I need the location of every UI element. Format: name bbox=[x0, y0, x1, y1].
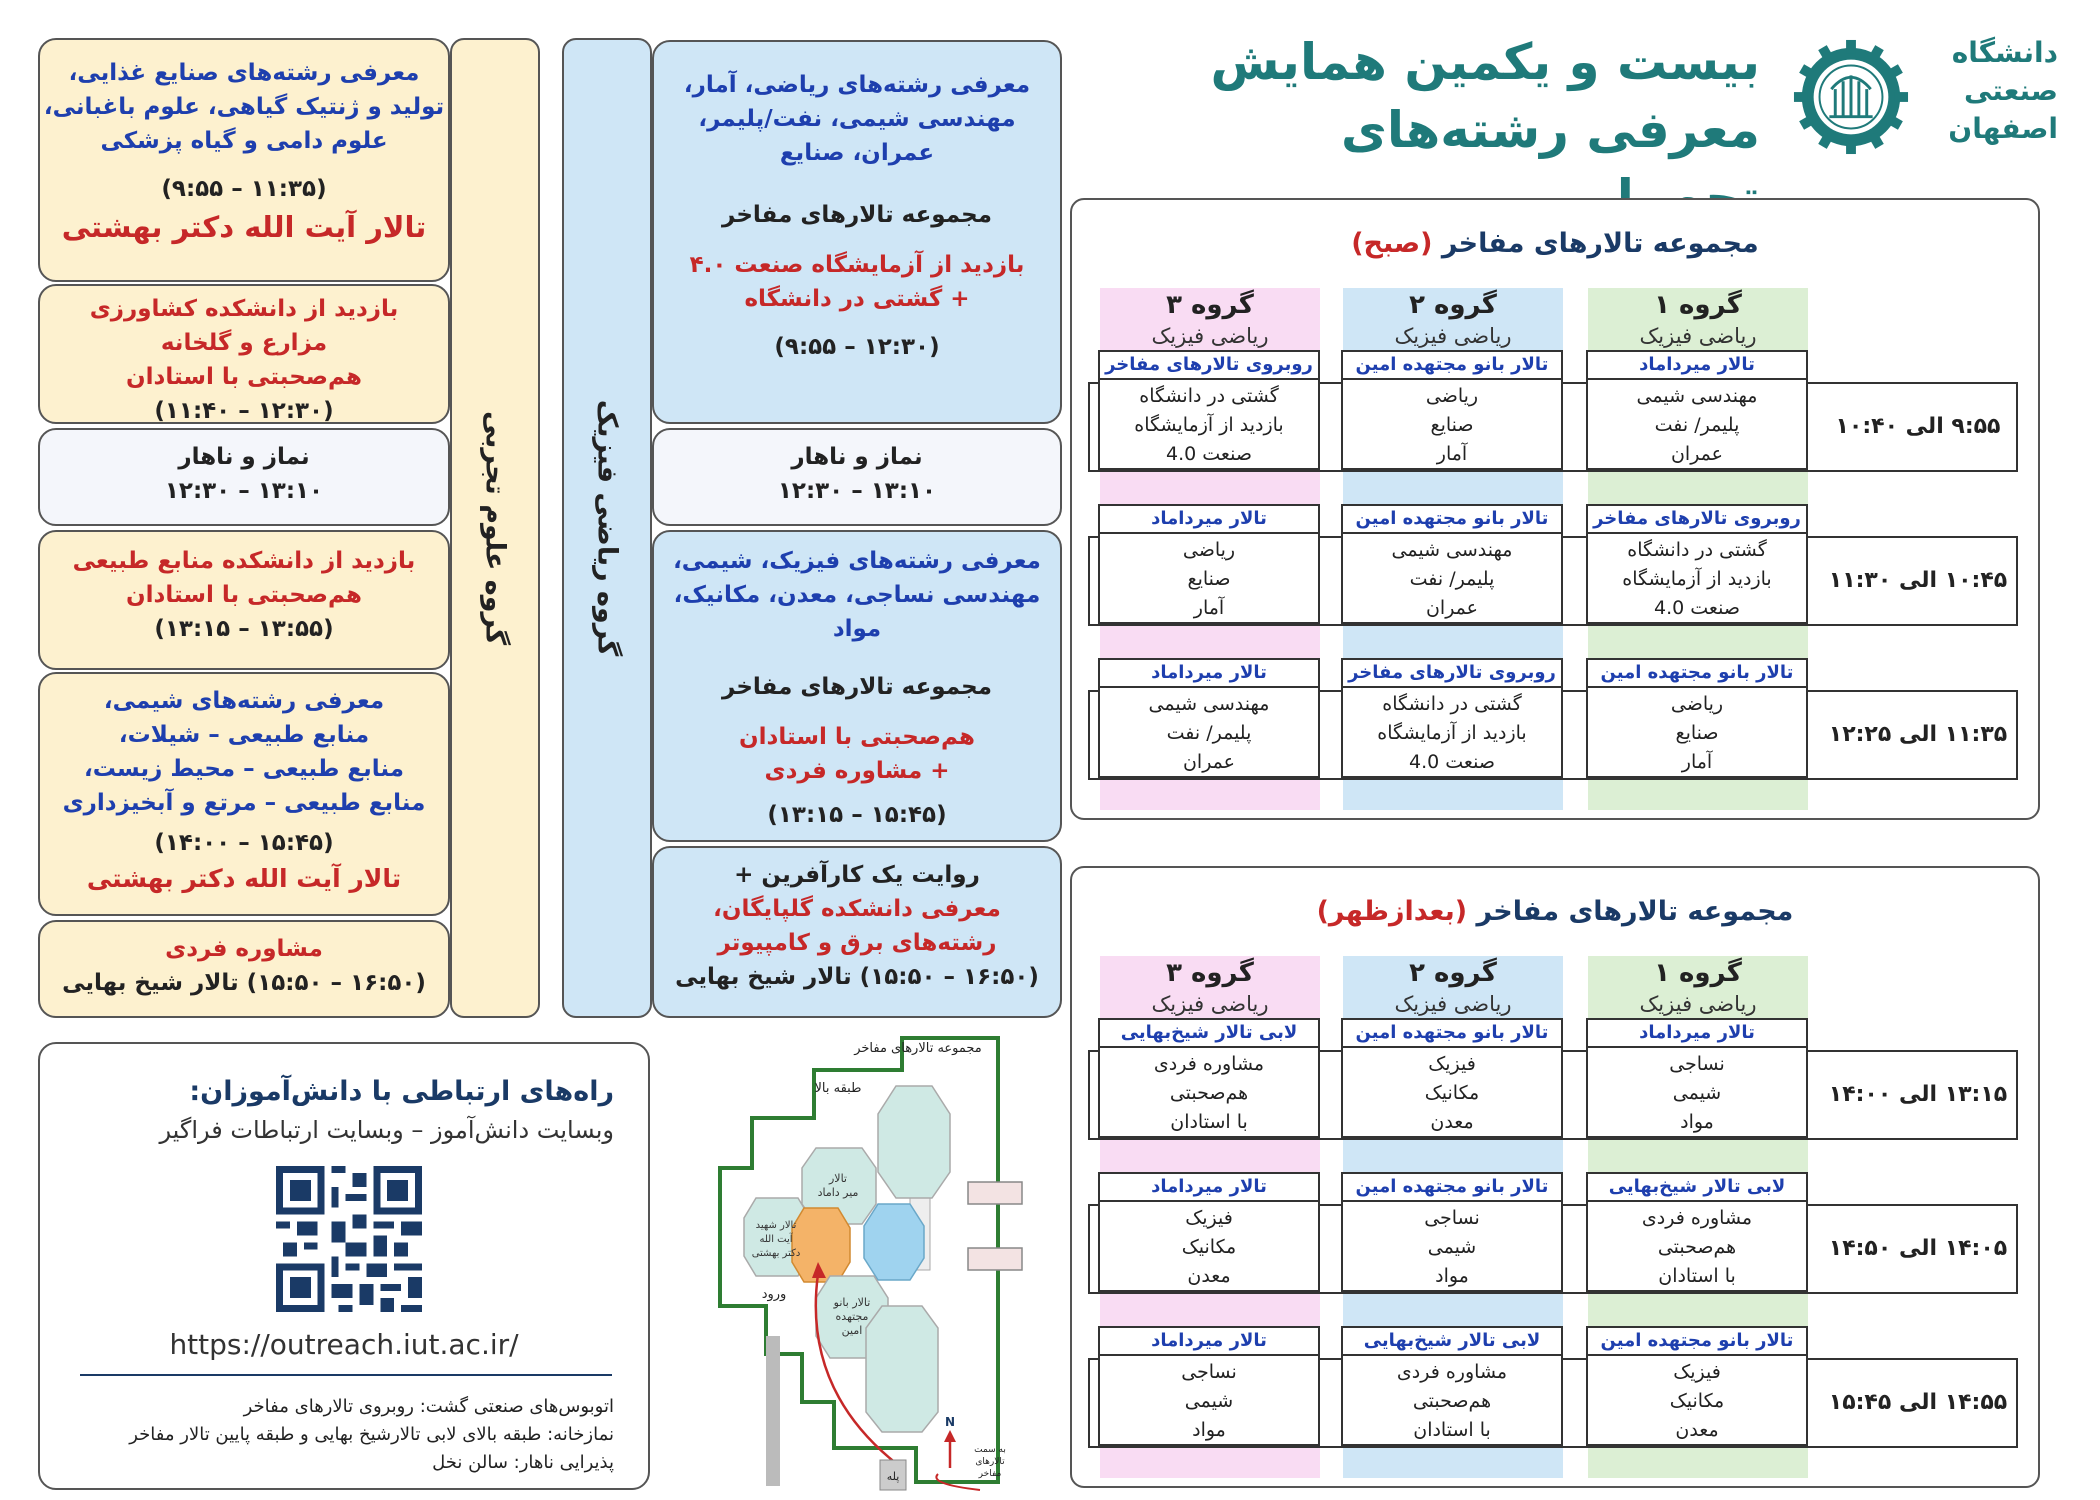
math-block-afternoon bbox=[652, 530, 1062, 842]
block-line: رشته‌های برق و کامپیوتر bbox=[717, 930, 997, 956]
cell-hall: روبروی تالارهای مفاخر bbox=[1341, 658, 1563, 688]
outreach-url-link[interactable]: https://outreach.iut.ac.ir/ bbox=[169, 1328, 519, 1361]
map-label: تالار bbox=[829, 1172, 847, 1185]
bio-block-natural-resources-visit bbox=[38, 530, 450, 670]
map-label: میر داماد bbox=[817, 1186, 859, 1199]
block-title: بازدید از دانشکده منابع طبیعی bbox=[72, 548, 416, 574]
cell-line: پلیمر/ نفت bbox=[1654, 414, 1740, 436]
cell-line: نساجی bbox=[1424, 1207, 1480, 1229]
cell-line: شیمی bbox=[1427, 1236, 1477, 1258]
block-line: معرفی رشته‌های ریاضی، آمار، bbox=[683, 72, 1031, 98]
bio-block-lunch bbox=[38, 428, 450, 526]
cell-line: مشاوره فردی bbox=[1396, 1361, 1508, 1383]
contact-note: اتوبوس‌های صنعتی گشت: روبروی تالارهای مفاخر bbox=[243, 1396, 614, 1417]
group-sub: ریاضی فیزیک bbox=[1639, 324, 1757, 348]
cell-hall: تالار میرداماد bbox=[1098, 1326, 1320, 1356]
block-activity: هم‌صحبتی با استادان bbox=[739, 724, 975, 750]
block-line: مهندسی شیمی، نفت/پلیمر، bbox=[698, 106, 1016, 132]
block-activity: + مشاوره فردی bbox=[764, 758, 950, 784]
block-sub: هم‌صحبتی با استادان bbox=[126, 364, 362, 390]
cell-line: معدن bbox=[1430, 1111, 1474, 1133]
math-block-lunch bbox=[652, 428, 1062, 526]
cell-line: صنایع bbox=[1675, 722, 1719, 744]
map-label: امین bbox=[841, 1324, 863, 1337]
schedule-cell bbox=[1098, 504, 1320, 624]
afternoon-panel-title bbox=[1072, 896, 2038, 927]
experimental-sciences-group-strip bbox=[450, 38, 540, 1018]
map-label: مجتهده bbox=[835, 1310, 869, 1323]
conference-title-line2: معرفی رشته‌های bbox=[1341, 101, 1760, 159]
university-name bbox=[1918, 34, 2058, 148]
cell-line: مکانیک bbox=[1424, 1082, 1480, 1104]
panel-title-main: مجموعه تالارهای مفاخر bbox=[1441, 228, 1759, 259]
bio-block-counseling bbox=[38, 920, 450, 1018]
cell-hall: تالار میرداماد bbox=[1098, 1172, 1320, 1202]
cell-lines bbox=[1341, 1356, 1563, 1446]
block-time: ۱۳:۱۰ – ۱۲:۳۰ bbox=[777, 478, 937, 504]
cell-line: آمار bbox=[1193, 597, 1225, 619]
cell-line: مهندسی شیمی bbox=[1148, 693, 1270, 715]
schedule-slot bbox=[1088, 1172, 2018, 1287]
cell-lines bbox=[1586, 534, 1808, 624]
cell-hall: تالار بانو مجتهده امین bbox=[1341, 1018, 1563, 1048]
block-line: عمران، صنایع bbox=[779, 140, 935, 166]
block-line: معرفی رشته‌های شیمی، bbox=[103, 688, 385, 714]
map-direction-label: مفاخر bbox=[978, 1469, 1002, 1479]
cell-hall: تالار بانو مجتهده امین bbox=[1341, 1172, 1563, 1202]
cell-lines bbox=[1098, 380, 1320, 470]
schedule-slot bbox=[1088, 658, 2018, 773]
block-title: مشاوره فردی bbox=[165, 936, 323, 962]
cell-line: نساجی bbox=[1181, 1361, 1237, 1383]
math-block-entrepreneur bbox=[652, 846, 1062, 1018]
cell-line: شیمی bbox=[1672, 1082, 1722, 1104]
venue-map-svg bbox=[706, 1036, 1026, 1492]
cell-line: ریاضی bbox=[1425, 385, 1479, 407]
map-corridor bbox=[968, 1248, 1022, 1270]
block-title: نماز و ناهار bbox=[791, 444, 923, 470]
cell-lines bbox=[1098, 1202, 1320, 1292]
cell-lines bbox=[1586, 380, 1808, 470]
map-title: مجموعه تالارهای مفاخر bbox=[854, 1041, 982, 1056]
group-label: گروه ۳ bbox=[1166, 958, 1254, 988]
cell-lines bbox=[1341, 688, 1563, 778]
qr-code-icon[interactable] bbox=[276, 1166, 422, 1312]
bio-block-agriculture-visit bbox=[38, 284, 450, 424]
cell-line: هم‌صحبتی bbox=[1412, 1390, 1492, 1412]
cell-line: مهندسی شیمی bbox=[1636, 385, 1758, 407]
cell-line: بازدید از آزمایشگاه bbox=[1134, 414, 1284, 436]
cell-line: معدن bbox=[1187, 1265, 1231, 1287]
cell-line: مواد bbox=[1680, 1111, 1714, 1133]
block-venue: مجموعه تالارهای مفاخر bbox=[722, 674, 992, 700]
cell-lines bbox=[1586, 688, 1808, 778]
schedule-cell bbox=[1341, 1172, 1563, 1292]
schedule-slot bbox=[1088, 350, 2018, 465]
schedule-cell bbox=[1586, 658, 1808, 778]
block-time: (۱۶:۵۰ – ۱۵:۵۰) تالار شیخ بهایی bbox=[62, 970, 426, 996]
map-label: آیت الله bbox=[759, 1234, 793, 1245]
cell-line: صنایع bbox=[1187, 568, 1231, 590]
math-physics-group-strip bbox=[562, 38, 652, 1018]
slot-time: ۱۳:۱۵ الی ۱۴:۰۰ bbox=[1828, 1082, 2008, 1107]
cell-line: آمار bbox=[1436, 443, 1468, 465]
block-line: مهندسی نساجی، معدن، مکانیک، مواد bbox=[673, 582, 1041, 642]
schedule-cell bbox=[1586, 350, 1808, 470]
slot-time: ۱۴:۰۵ الی ۱۴:۵۰ bbox=[1828, 1236, 2008, 1261]
map-stairs-label: پله bbox=[886, 1470, 900, 1483]
block-line: روایت یک کارآفرین + bbox=[734, 862, 980, 888]
cell-hall: تالار میرداماد bbox=[1098, 504, 1320, 534]
cell-hall: روبروی تالارهای مفاخر bbox=[1586, 504, 1808, 534]
cell-hall: تالار بانو مجتهده امین bbox=[1341, 504, 1563, 534]
block-activity: بازدید از آزمایشگاه صنعت ۴.۰ bbox=[689, 252, 1025, 278]
cell-hall: لابی تالار شیخ‌بهایی bbox=[1341, 1326, 1563, 1356]
map-label: دکتر بهشتی bbox=[751, 1248, 801, 1259]
block-line: منابع طبیعی – محیط زیست، bbox=[83, 756, 405, 782]
block-line: تولید و ژنتیک گیاهی، علوم باغبانی، bbox=[43, 94, 445, 120]
block-line: معرفی رشته‌های صنایع غذایی، bbox=[68, 60, 420, 86]
cell-line: مکانیک bbox=[1669, 1390, 1725, 1412]
schedule-slot bbox=[1088, 504, 2018, 619]
block-venue: مجموعه تالارهای مفاخر bbox=[722, 202, 992, 228]
schedule-cell bbox=[1341, 504, 1563, 624]
cell-line: مشاوره فردی bbox=[1641, 1207, 1753, 1229]
block-line: بازدید از دانشکده کشاورزی bbox=[89, 296, 399, 322]
university-line: اصفهان bbox=[1948, 112, 2058, 145]
map-direction-label: به سمت bbox=[974, 1445, 1006, 1455]
venue-map bbox=[706, 1036, 1026, 1492]
cell-line: معدن bbox=[1675, 1419, 1719, 1441]
schedule-cell bbox=[1341, 350, 1563, 470]
schedule-cell bbox=[1098, 658, 1320, 778]
cell-hall: لابی تالار شیخ‌بهایی bbox=[1586, 1172, 1808, 1202]
cell-lines bbox=[1098, 688, 1320, 778]
block-activity: + گشتی در دانشگاه bbox=[744, 286, 970, 312]
math-block-intro bbox=[652, 40, 1062, 424]
block-time: (۱۱:۳۵ – ۹:۵۵) bbox=[161, 176, 327, 202]
cell-line: شیمی bbox=[1184, 1390, 1234, 1412]
block-line: منابع طبیعی – مرتع و آبخیزداری bbox=[62, 790, 426, 816]
cell-line: صنعت 4.0 bbox=[1166, 443, 1252, 465]
map-label: تالار بانو bbox=[833, 1296, 871, 1309]
contact-note: پذیرایی ناهار: سالن نخل bbox=[432, 1452, 614, 1473]
schedule-cell bbox=[1341, 658, 1563, 778]
cell-lines bbox=[1341, 534, 1563, 624]
bio-block-intro bbox=[38, 38, 450, 282]
group-sub: ریاضی فیزیک bbox=[1394, 992, 1512, 1016]
block-time: (۱۵:۴۵ – ۱۴:۰۰) bbox=[154, 830, 334, 856]
group-label: گروه ۱ bbox=[1654, 958, 1742, 988]
map-hall bbox=[866, 1306, 938, 1432]
map-floor-label: طبقه بالا bbox=[814, 1081, 862, 1096]
cell-hall: تالار بانو مجتهده امین bbox=[1586, 658, 1808, 688]
cell-line: گشتی در دانشگاه bbox=[1382, 693, 1522, 715]
map-corridor bbox=[766, 1336, 780, 1486]
block-time: (۱۵:۴۵ – ۱۳:۱۵) bbox=[767, 802, 947, 828]
cell-hall: تالار میرداماد bbox=[1098, 658, 1320, 688]
slot-time: ۱۴:۵۵ الی ۱۵:۴۵ bbox=[1828, 1390, 2008, 1415]
schedule-cell bbox=[1098, 1172, 1320, 1292]
cell-line: پلیمر/ نفت bbox=[1409, 568, 1495, 590]
cell-line: نساجی bbox=[1669, 1053, 1725, 1075]
group-sub: ریاضی فیزیک bbox=[1151, 992, 1269, 1016]
schedule-cell bbox=[1098, 350, 1320, 470]
cell-line: فیزیک bbox=[1673, 1361, 1721, 1383]
cell-line: مشاوره فردی bbox=[1153, 1053, 1265, 1075]
contact-box bbox=[38, 1042, 650, 1490]
cell-line: بازدید از آزمایشگاه bbox=[1622, 568, 1772, 590]
group-label: گروه ۲ bbox=[1409, 958, 1497, 988]
university-line: صنعتی bbox=[1963, 74, 2058, 107]
block-venue: تالار آیت الله دکتر بهشتی bbox=[61, 210, 427, 244]
block-time: (۱۲:۳۰ – ۹:۵۵) bbox=[774, 334, 940, 360]
schedule-cell bbox=[1098, 1326, 1320, 1446]
block-time: (۱۲:۳۰ – ۱۱:۴۰) bbox=[154, 398, 334, 424]
map-corridor bbox=[968, 1182, 1022, 1204]
cell-hall: تالار بانو مجتهده امین bbox=[1341, 350, 1563, 380]
cell-hall: تالار بانو مجتهده امین bbox=[1586, 1326, 1808, 1356]
cell-lines bbox=[1586, 1048, 1808, 1138]
group-sub: ریاضی فیزیک bbox=[1394, 324, 1512, 348]
strip-label: گروه علوم تجربی bbox=[479, 410, 511, 646]
schedule-cell bbox=[1098, 1018, 1320, 1138]
schedule-cell bbox=[1586, 1172, 1808, 1292]
panel-title-accent: (صبح) bbox=[1351, 228, 1433, 259]
cell-line: مواد bbox=[1435, 1265, 1469, 1287]
cell-line: صنایع bbox=[1430, 414, 1474, 436]
cell-line: ریاضی bbox=[1182, 539, 1236, 561]
cell-lines bbox=[1098, 534, 1320, 624]
contact-note: نمازخانه: طبقه بالای لابی تالارشیخ بهایی و طبقه پایین تالار مفاخر bbox=[129, 1424, 614, 1445]
map-label: تالار شهید bbox=[755, 1220, 797, 1231]
slot-time: ۱۰:۴۵ الی ۱۱:۳۰ bbox=[1828, 568, 2008, 593]
group-sub: ریاضی فیزیک bbox=[1151, 324, 1269, 348]
block-line: مزارع و گلخانه bbox=[160, 330, 328, 356]
map-hall bbox=[878, 1086, 950, 1198]
cell-line: هم‌صحبتی bbox=[1169, 1082, 1249, 1104]
cell-line: عمران bbox=[1670, 443, 1724, 465]
cell-lines bbox=[1586, 1202, 1808, 1292]
cell-lines bbox=[1098, 1048, 1320, 1138]
cell-line: پلیمر/ نفت bbox=[1166, 722, 1252, 744]
map-direction-label: تالارهای bbox=[975, 1457, 1005, 1467]
morning-panel-title bbox=[1072, 228, 2038, 259]
cell-line: مهندسی شیمی bbox=[1391, 539, 1513, 561]
cell-line: با استادان bbox=[1170, 1111, 1248, 1133]
contact-subtitle: وبسایت دانش‌آموز – وبسایت ارتباطات فراگیر bbox=[159, 1116, 614, 1144]
cell-line: صنعت 4.0 bbox=[1654, 597, 1740, 619]
panel-title-accent: (بعدازظهر) bbox=[1316, 896, 1468, 927]
cell-lines bbox=[1586, 1356, 1808, 1446]
map-entrance-label: ورود bbox=[761, 1287, 787, 1302]
cell-line: عمران bbox=[1182, 751, 1236, 773]
schedule-cell bbox=[1341, 1018, 1563, 1138]
slot-time: ۹:۵۵ الی ۱۰:۴۰ bbox=[1835, 414, 2001, 439]
cell-lines bbox=[1341, 1048, 1563, 1138]
block-line: معرفی رشته‌های فیزیک، شیمی، bbox=[673, 548, 1041, 574]
block-time: (۱۶:۵۰ – ۱۵:۵۰) تالار شیخ بهایی bbox=[675, 964, 1039, 990]
cell-line: عمران bbox=[1425, 597, 1479, 619]
map-hub bbox=[864, 1204, 924, 1280]
block-sub: هم‌صحبتی با استادان bbox=[126, 582, 362, 608]
schedule-slot bbox=[1088, 1018, 2018, 1133]
bio-block-natural-resources-intro bbox=[38, 672, 450, 916]
morning-schedule-panel bbox=[1070, 198, 2040, 820]
cell-line: ریاضی bbox=[1670, 693, 1724, 715]
contact-title: راه‌های ارتباطی با دانش‌آموزان: bbox=[189, 1076, 614, 1107]
group-label: گروه ۳ bbox=[1166, 290, 1254, 320]
schedule-cell bbox=[1586, 504, 1808, 624]
contact-divider bbox=[80, 1374, 612, 1376]
block-line: معرفی دانشکده گلپایگان، bbox=[713, 896, 1001, 922]
map-north-label: N bbox=[944, 1415, 956, 1429]
cell-line: با استادان bbox=[1658, 1265, 1736, 1287]
cell-hall: تالار میرداماد bbox=[1586, 1018, 1808, 1048]
afternoon-schedule-panel bbox=[1070, 866, 2040, 1488]
schedule-cell bbox=[1586, 1018, 1808, 1138]
schedule-cell bbox=[1586, 1326, 1808, 1446]
conference-title-line1: بیست و یکمین همایش bbox=[1210, 33, 1760, 91]
schedule-cell bbox=[1341, 1326, 1563, 1446]
strip-label: گروه ریاضی فیزیک bbox=[591, 399, 623, 657]
block-venue: تالار آیت الله دکتر بهشتی bbox=[86, 864, 402, 893]
block-time: ۱۳:۱۰ – ۱۲:۳۰ bbox=[164, 478, 324, 504]
cell-line: فیزیک bbox=[1428, 1053, 1476, 1075]
block-line: منابع طبیعی – شیلات، bbox=[118, 722, 370, 748]
schedule-slot bbox=[1088, 1326, 2018, 1441]
cell-lines bbox=[1098, 1356, 1320, 1446]
cell-lines bbox=[1341, 380, 1563, 470]
cell-line: با استادان bbox=[1413, 1419, 1491, 1441]
cell-line: گشتی در دانشگاه bbox=[1139, 385, 1279, 407]
group-sub: ریاضی فیزیک bbox=[1639, 992, 1757, 1016]
cell-line: گشتی در دانشگاه bbox=[1627, 539, 1767, 561]
cell-lines bbox=[1341, 1202, 1563, 1292]
panel-title-main: مجموعه تالارهای مفاخر bbox=[1476, 896, 1794, 927]
slot-time: ۱۱:۳۵ الی ۱۲:۲۵ bbox=[1828, 722, 2008, 747]
cell-line: بازدید از آزمایشگاه bbox=[1377, 722, 1527, 744]
cell-line: آمار bbox=[1681, 751, 1713, 773]
group-label: گروه ۲ bbox=[1409, 290, 1497, 320]
block-line: علوم دامی و گیاه پزشکی bbox=[100, 128, 388, 154]
cell-line: صنعت 4.0 bbox=[1409, 751, 1495, 773]
cell-hall: روبروی تالارهای مفاخر bbox=[1098, 350, 1320, 380]
block-title: نماز و ناهار bbox=[178, 444, 310, 470]
cell-hall: لابی تالار شیخ‌بهایی bbox=[1098, 1018, 1320, 1048]
cell-hall: تالار میرداماد bbox=[1586, 350, 1808, 380]
cell-line: مکانیک bbox=[1181, 1236, 1237, 1258]
cell-line: مواد bbox=[1192, 1419, 1226, 1441]
cell-line: فیزیک bbox=[1185, 1207, 1233, 1229]
cell-line: هم‌صحبتی bbox=[1657, 1236, 1737, 1258]
group-label: گروه ۱ bbox=[1654, 290, 1742, 320]
university-line: دانشگاه bbox=[1951, 36, 2058, 69]
block-time: (۱۳:۵۵ – ۱۳:۱۵) bbox=[154, 616, 334, 642]
university-logo-icon bbox=[1792, 38, 1910, 156]
